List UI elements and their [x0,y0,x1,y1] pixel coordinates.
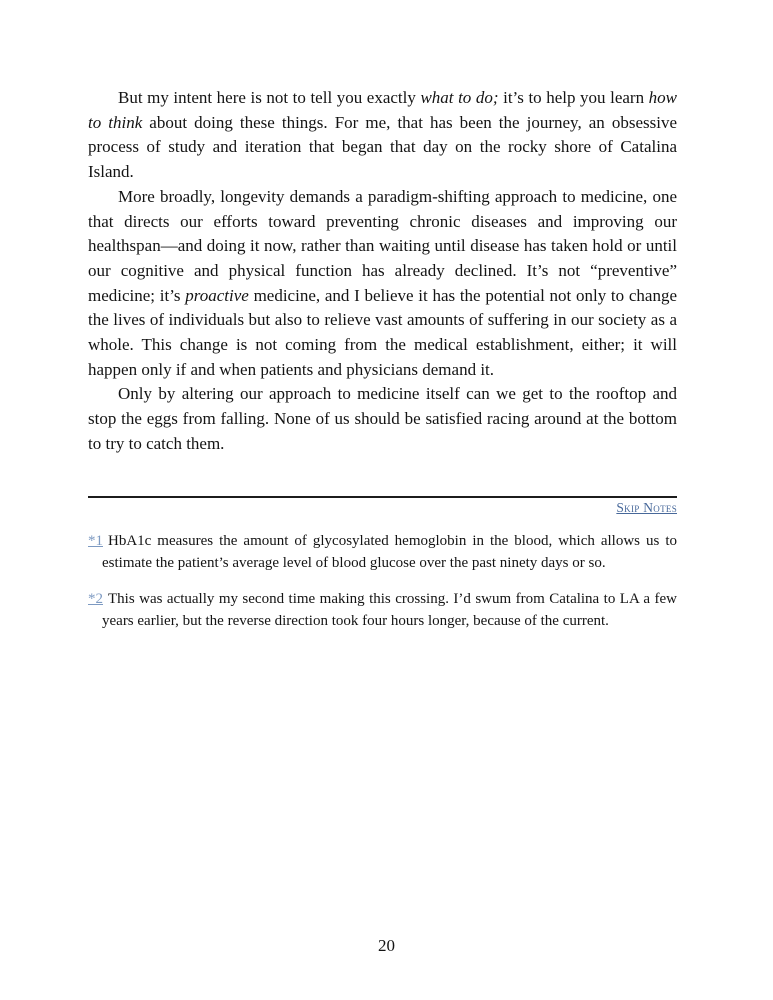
text-run: what to do; [420,88,499,107]
text-run: proactive [185,285,249,305]
footnote-text: This was actually my second time making this crossing. I’d swum from Catalina to LA a few years earlier, but the reverse direction took four hours longer, because of the current. [102,590,677,630]
text-run: But my intent here is not to tell you exactly [118,88,421,107]
page-number: 20 [378,936,395,955]
skip-notes-row [88,499,677,517]
body-text [88,86,677,457]
text-run: it’s to help you learn [498,88,649,107]
footnotes [88,530,677,633]
footnote-link-2[interactable]: *2 [88,590,103,607]
text-run: medicine, and I believe it has the potential not only to change the lives of individuals but also to relieve vast amounts of suffering in our society as a whole. This change is not coming from the medical establishment, either; it will happen only if and when patients and physicians demand it. [88,285,677,379]
footnote-text: HbA1c measures the amount of glycosylated hemoglobin in the blood, which allows us to estimate the patient’s average level of blood glucose over the past ninety days or so. [102,532,677,572]
notes-divider [88,496,677,498]
footnote [88,588,677,633]
body-paragraph [88,86,677,185]
body-paragraph [88,382,677,456]
text-run: Only by altering our approach to medicine itself can we get to the rooftop and stop the eggs from falling. None of us should be satisfied racing around at the bottom to try to catch them. [88,384,677,453]
body-paragraph [88,185,677,383]
footnote-link-1[interactable]: *1 [88,532,103,549]
page-content [88,86,677,646]
skip-notes-link[interactable]: Skip Notes [616,499,677,515]
text-run: More broadly, longevity demands a paradigm-shifting approach to medicine, one that directs our efforts toward preventing chronic diseases and improving our healthspan—and doing it now, rather than waiting until disease has taken hold or until our cognitive and physical function has already declined. It’s not “preventive” medicine; it’s [88,186,677,305]
footnote [88,530,677,575]
text-run: how to think [88,88,677,132]
text-run: about doing these things. For me, that has been the journey, an obsessive process of study and iteration that began that day on the rocky shore of Catalina Island. [88,112,677,182]
